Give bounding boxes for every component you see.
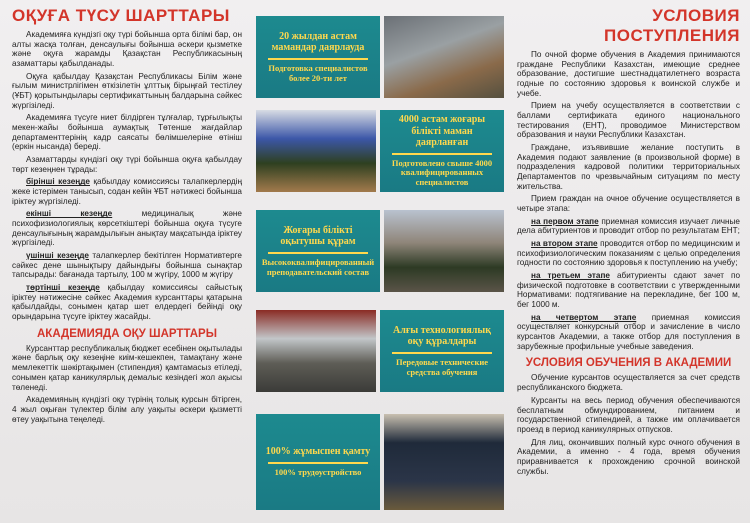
ru-paragraph: Прием на учебу осуществляется в соответствии с баллами сертификата единого национального тестирования (ЕНТ), проводимое Министерством образования и науки Республики Казахстан.	[517, 101, 740, 140]
feature-kz: 4000 астам жоғары білікті маман даярланған	[398, 114, 486, 149]
ru-stage-text: проводится отбор по медицинским и психофизиологическим показаниям с целью определения годности по состоянию здоровья к поступлению на учебу;	[517, 239, 740, 268]
kz-stage	[12, 251, 242, 280]
feature-ru: Подготовка специалистов более 20-ти лет	[268, 62, 368, 83]
ru-paragraph: Курсанты на весь период обучения обеспечиваются бесплатным обмундированием, питанием и государственной стипендией, а также им оплачивается проезд в период каникулярных отпусков.	[517, 395, 740, 434]
feature-ru: Высококвалифицированный преподавательский состав	[261, 256, 375, 277]
kz-paragraph: Академияның күндізгі оқу түрінің толық курсын бітірген, 4 жыл оқыған түлектер білім алу уақыты әскери қызметті өтеу уақытына теңеледі.	[12, 395, 242, 424]
kz-stage-text: қабылдау комиссиясы сайыстық іріктеу нәтижесіне сәйкес Академия курсанттары қатарына қабылдайды, сонымен қатар шет елдердегі бейінді оқу орындарына түсуге іріктеу жасайды.	[12, 283, 242, 322]
kz-stage-text: талапкерлер бекітілген Нормативтерге сәйкес дене шынықтыру дайындығы бойынша сынақтар тапсырады: бағанада тартылу, 100 м жүгіру, 1000 м жүгіру	[12, 251, 242, 280]
feature-kz: 100% жұмыспен қамту	[265, 446, 371, 458]
ru-stage	[517, 271, 740, 310]
feature-panel-equipment	[256, 310, 504, 392]
ru-paragraph: Для лиц, окончивших полный курс очного обучения в Академии, а именно - 4 года, время обучения приравнивается к прохождению срочной воинской службы.	[517, 437, 740, 476]
kz-paragraph: Оқуға қабылдау Қазақстан Республикасы Білім және ғылым министрлігімен өткізілетін ұлттық бірыңғай тестілеу (ҰБТ) қорытындылары сертификаттының балдарына сәйкес жүргізіледі.	[12, 71, 242, 110]
russian-subtitle: УСЛОВИЯ ОБУЧЕНИЯ В АКАДЕМИИ	[525, 357, 732, 370]
kz-paragraph: Академияға түсуге ниет білдірген тұлғалар, тұрғылықты мекен-жайы бойынша аумақтық Төтенше жағдайлар департаменттерінің кадр саясаты бөлімшелеріне өтініш (еркін нысанда) береді.	[12, 113, 242, 152]
kazakh-title: ОҚУҒА ТҮСУ ШАРТТАРЫ	[12, 6, 230, 25]
feature-panel-graduates	[256, 110, 504, 192]
feature-ru: 100% трудоустройство	[274, 466, 362, 477]
ru-paragraph: Обучение курсантов осуществляется за счет средств республиканского бюджета.	[517, 373, 740, 393]
kz-stage-label: бірінші кезеңде	[26, 177, 90, 187]
feature-panels	[252, 0, 507, 523]
meeting-photo	[256, 110, 376, 192]
kz-stage	[12, 209, 242, 248]
firefighter-photo	[384, 16, 504, 98]
ru-stage-text: приемная комиссия изучает личные дела абитуриентов и проводит отбор по результатам ЕНТ;	[517, 216, 740, 236]
caption-divider	[268, 252, 369, 254]
ru-stage-text: абитуриенты сдают зачет по физической подготовке в соответствии с утвержденными Нормативами: подтягивание на перекладине, бег 100 м, бег 1000 м.	[517, 271, 740, 310]
feature-caption	[256, 16, 380, 98]
ru-paragraph: Прием граждан на очное обучение осуществляется в четыре этапа:	[517, 194, 740, 214]
kazakh-subtitle: АКАДЕМИЯДА ОҚУ ШАРТТАРЫ	[37, 327, 217, 340]
caption-divider	[392, 153, 493, 155]
feature-caption	[380, 110, 504, 192]
caption-divider	[268, 462, 369, 464]
ru-stage-label: на четвертом этапе	[531, 312, 637, 322]
russian-title: УСЛОВИЯ ПОСТУПЛЕНИЯ	[604, 6, 740, 45]
ru-stage	[517, 239, 740, 268]
feature-caption	[256, 414, 380, 510]
feature-panel-employment	[256, 414, 504, 510]
feature-caption	[380, 310, 504, 392]
ru-stage-label: на втором этапе	[531, 239, 598, 249]
kz-stage-label: екінші кезеңде	[26, 209, 113, 219]
feature-panel-staff	[256, 210, 504, 292]
caption-divider	[268, 58, 369, 60]
ru-stage	[517, 313, 740, 352]
kz-stage	[12, 283, 242, 322]
kz-stage	[12, 177, 242, 206]
ru-stage-label: на третьем этапе	[531, 271, 610, 281]
feature-kz: 20 жылдан астам мамандар даярлауда	[271, 30, 365, 54]
kz-paragraph: Азаматтарды күндізгі оқу түрі бойынша оқуға қабылдау төрт кезеңнен тұрады:	[12, 155, 242, 174]
kz-stage-text: медициналық және психофизиологиялық көрсеткіштері бойынша оқуға түсуге денсаулығының жарамдылығын анықтау мақсатында іріктеу жүргізіледі.	[12, 209, 242, 248]
kazakh-column	[0, 0, 252, 523]
kz-stage-label: үшінші кезеңде	[26, 251, 89, 261]
ru-paragraph: Граждане, изъявившие желание поступить в Академия подают заявление (в произвольной форме) в подразделения кадровой политики территориальных Департаментов по чрезвычайным ситуациям по месту жительства.	[517, 143, 740, 191]
kz-paragraph: Курсанттар республикалық бюджет есебінен оқытылады және барлық оқу кезеңіне киім-кешекпен, тамақтану және мемлекеттік шәкіртақымен (стипендия) қамтамасыз етіледі, сонымен қатар каникулярлық демалыс кезіндегі жол ақысы төленеді.	[12, 343, 242, 392]
ru-stage-label: на первом этапе	[531, 216, 599, 226]
ru-paragraph: По очной форме обучения в Академия принимаются граждане Республики Казахстан, имеющие среднее образование, достигшие шестнадцатилетнего возраста годные по состоянию здоровья к воинской службе и учебе.	[517, 50, 740, 98]
cadets-photo	[384, 414, 504, 510]
feature-kz: Алғы технологиялық оқу құралдары	[393, 324, 491, 348]
caption-divider	[392, 352, 493, 354]
kz-paragraph: Академияға күндізгі оқу түрі бойынша орта білімі бар, он алты жасқа толған, денсаулығы бойынша әскери қызметке және оқуға жарамды Қазақстан Республикасының азаматтары қабылданады.	[12, 30, 242, 69]
feature-ru: Передовые технические средства обучения	[395, 356, 489, 377]
feature-ru: Подготовлено свыше 4000 квалифицированных специалистов	[391, 157, 493, 188]
ru-stage	[517, 217, 740, 236]
kz-stage-label: төртінші кезеңде	[26, 283, 100, 293]
kz-stage-text: қабылдау комиссиясы талапкерлердің жеке істерімен танысып, содан кейін ҰБТ нәтижесі бойынша іріктеу жүргізіледі.	[12, 177, 243, 206]
feature-kz: Жоғары білікті оқытушы құрам	[280, 224, 356, 248]
training-photo	[256, 310, 376, 392]
parade-photo	[384, 210, 504, 292]
feature-caption	[256, 210, 380, 292]
ru-stage-text: приемная комиссия осуществляет конкурсный отбор и зачисление в число курсантов Академии, а также отбор для поступления в зарубежные профильные учебные заведения.	[517, 312, 741, 351]
russian-column	[507, 0, 750, 523]
feature-panel-experience	[256, 16, 504, 98]
